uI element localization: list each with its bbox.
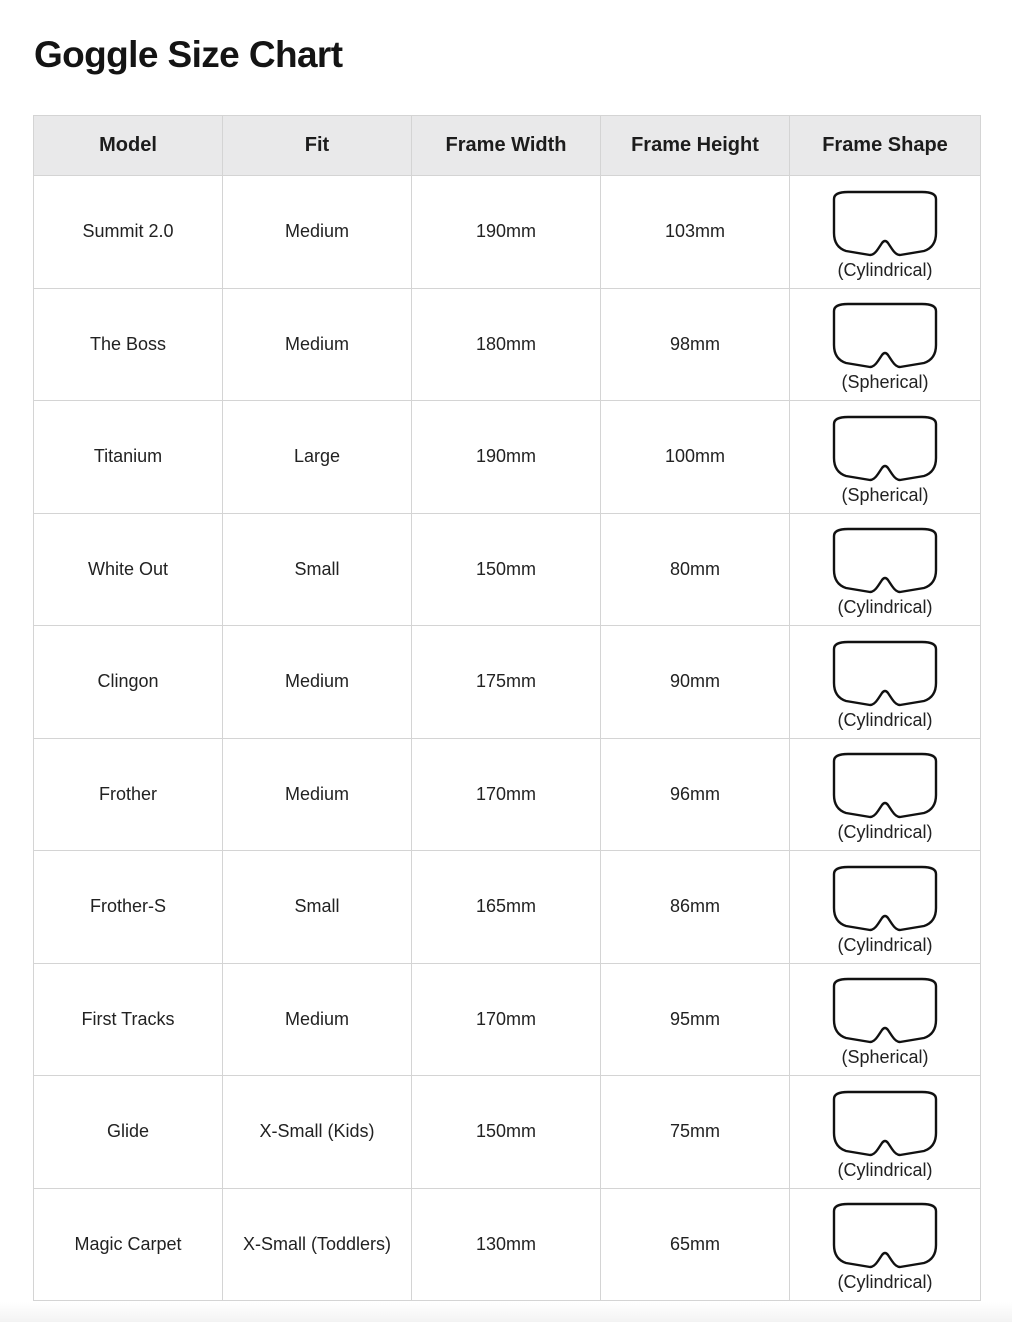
cell-frame-shape	[790, 176, 981, 289]
cell-frame-height: 86mm	[601, 851, 790, 964]
cell-frame-height: 80mm	[601, 513, 790, 626]
table-row	[34, 738, 981, 851]
table-row	[34, 1188, 981, 1301]
cell-frame-shape	[790, 1076, 981, 1189]
cell-fit: Medium	[223, 288, 412, 401]
frame-shape-label: (Cylindrical)	[837, 709, 933, 730]
goggle-spherical-icon	[790, 301, 980, 371]
table-row	[34, 626, 981, 739]
cell-frame-width: 170mm	[412, 738, 601, 851]
cell-frame-width: 190mm	[412, 401, 601, 514]
goggle-spherical-icon	[790, 414, 980, 484]
frame-shape-label: (Cylindrical)	[837, 822, 933, 843]
cell-frame-height: 65mm	[601, 1188, 790, 1301]
cell-model: Titanium	[34, 401, 223, 514]
header-fit: Fit	[223, 116, 412, 176]
cell-frame-width: 165mm	[412, 851, 601, 964]
cell-model: Clingon	[34, 626, 223, 739]
header-frame-shape: Frame Shape	[790, 116, 981, 176]
goggle-cylindrical-icon	[790, 751, 980, 821]
cell-frame-width: 150mm	[412, 513, 601, 626]
cell-frame-shape	[790, 738, 981, 851]
cell-fit: X-Small (Kids)	[223, 1076, 412, 1189]
goggle-cylindrical-icon	[790, 1201, 980, 1271]
frame-shape-label: (Cylindrical)	[837, 934, 933, 955]
goggle-size-table	[33, 115, 981, 1301]
cell-frame-height: 90mm	[601, 626, 790, 739]
cell-frame-height: 100mm	[601, 401, 790, 514]
cell-fit: Small	[223, 513, 412, 626]
cell-frame-shape	[790, 288, 981, 401]
frame-shape-label: (Cylindrical)	[837, 1272, 933, 1293]
cell-frame-height: 95mm	[601, 963, 790, 1076]
cell-fit: Large	[223, 401, 412, 514]
table-row	[34, 401, 981, 514]
goggle-cylindrical-icon	[790, 639, 980, 709]
cell-frame-width: 180mm	[412, 288, 601, 401]
cell-fit: Small	[223, 851, 412, 964]
table-row	[34, 1076, 981, 1189]
cell-model: First Tracks	[34, 963, 223, 1076]
cell-fit: X-Small (Toddlers)	[223, 1188, 412, 1301]
frame-shape-label: (Cylindrical)	[837, 597, 933, 618]
cell-frame-shape	[790, 626, 981, 739]
goggle-cylindrical-icon	[790, 1089, 980, 1159]
cell-frame-width: 170mm	[412, 963, 601, 1076]
cell-frame-height: 98mm	[601, 288, 790, 401]
cell-model: White Out	[34, 513, 223, 626]
goggle-cylindrical-icon	[790, 864, 980, 934]
goggle-cylindrical-icon	[790, 189, 980, 259]
cell-frame-shape	[790, 963, 981, 1076]
frame-shape-label: (Spherical)	[841, 484, 929, 505]
page-title: Goggle Size Chart	[34, 34, 343, 75]
cell-frame-shape	[790, 851, 981, 964]
cell-frame-width: 130mm	[412, 1188, 601, 1301]
goggle-cylindrical-icon	[790, 526, 980, 596]
table-row	[34, 851, 981, 964]
cell-fit: Medium	[223, 963, 412, 1076]
cell-model: Glide	[34, 1076, 223, 1189]
table-header-row	[34, 116, 981, 176]
cell-frame-shape	[790, 401, 981, 514]
cell-frame-shape	[790, 513, 981, 626]
header-frame-width: Frame Width	[412, 116, 601, 176]
table-row	[34, 176, 981, 289]
frame-shape-label: (Cylindrical)	[837, 259, 933, 280]
cell-model: Summit 2.0	[34, 176, 223, 289]
table-row	[34, 513, 981, 626]
cell-fit: Medium	[223, 626, 412, 739]
cell-model: Frother	[34, 738, 223, 851]
cell-fit: Medium	[223, 738, 412, 851]
cell-model: Frother-S	[34, 851, 223, 964]
cell-frame-height: 103mm	[601, 176, 790, 289]
cell-frame-width: 175mm	[412, 626, 601, 739]
cell-frame-width: 150mm	[412, 1076, 601, 1189]
table-row	[34, 288, 981, 401]
cell-frame-width: 190mm	[412, 176, 601, 289]
frame-shape-label: (Cylindrical)	[837, 1159, 933, 1180]
cell-frame-height: 75mm	[601, 1076, 790, 1189]
table-row	[34, 963, 981, 1076]
cell-frame-shape	[790, 1188, 981, 1301]
cell-model: The Boss	[34, 288, 223, 401]
frame-shape-label: (Spherical)	[841, 372, 929, 393]
cell-model: Magic Carpet	[34, 1188, 223, 1301]
frame-shape-label: (Spherical)	[841, 1047, 929, 1068]
cell-frame-height: 96mm	[601, 738, 790, 851]
header-frame-height: Frame Height	[601, 116, 790, 176]
page-bottom-edge	[0, 1302, 1012, 1322]
header-model: Model	[34, 116, 223, 176]
goggle-spherical-icon	[790, 976, 980, 1046]
cell-fit: Medium	[223, 176, 412, 289]
